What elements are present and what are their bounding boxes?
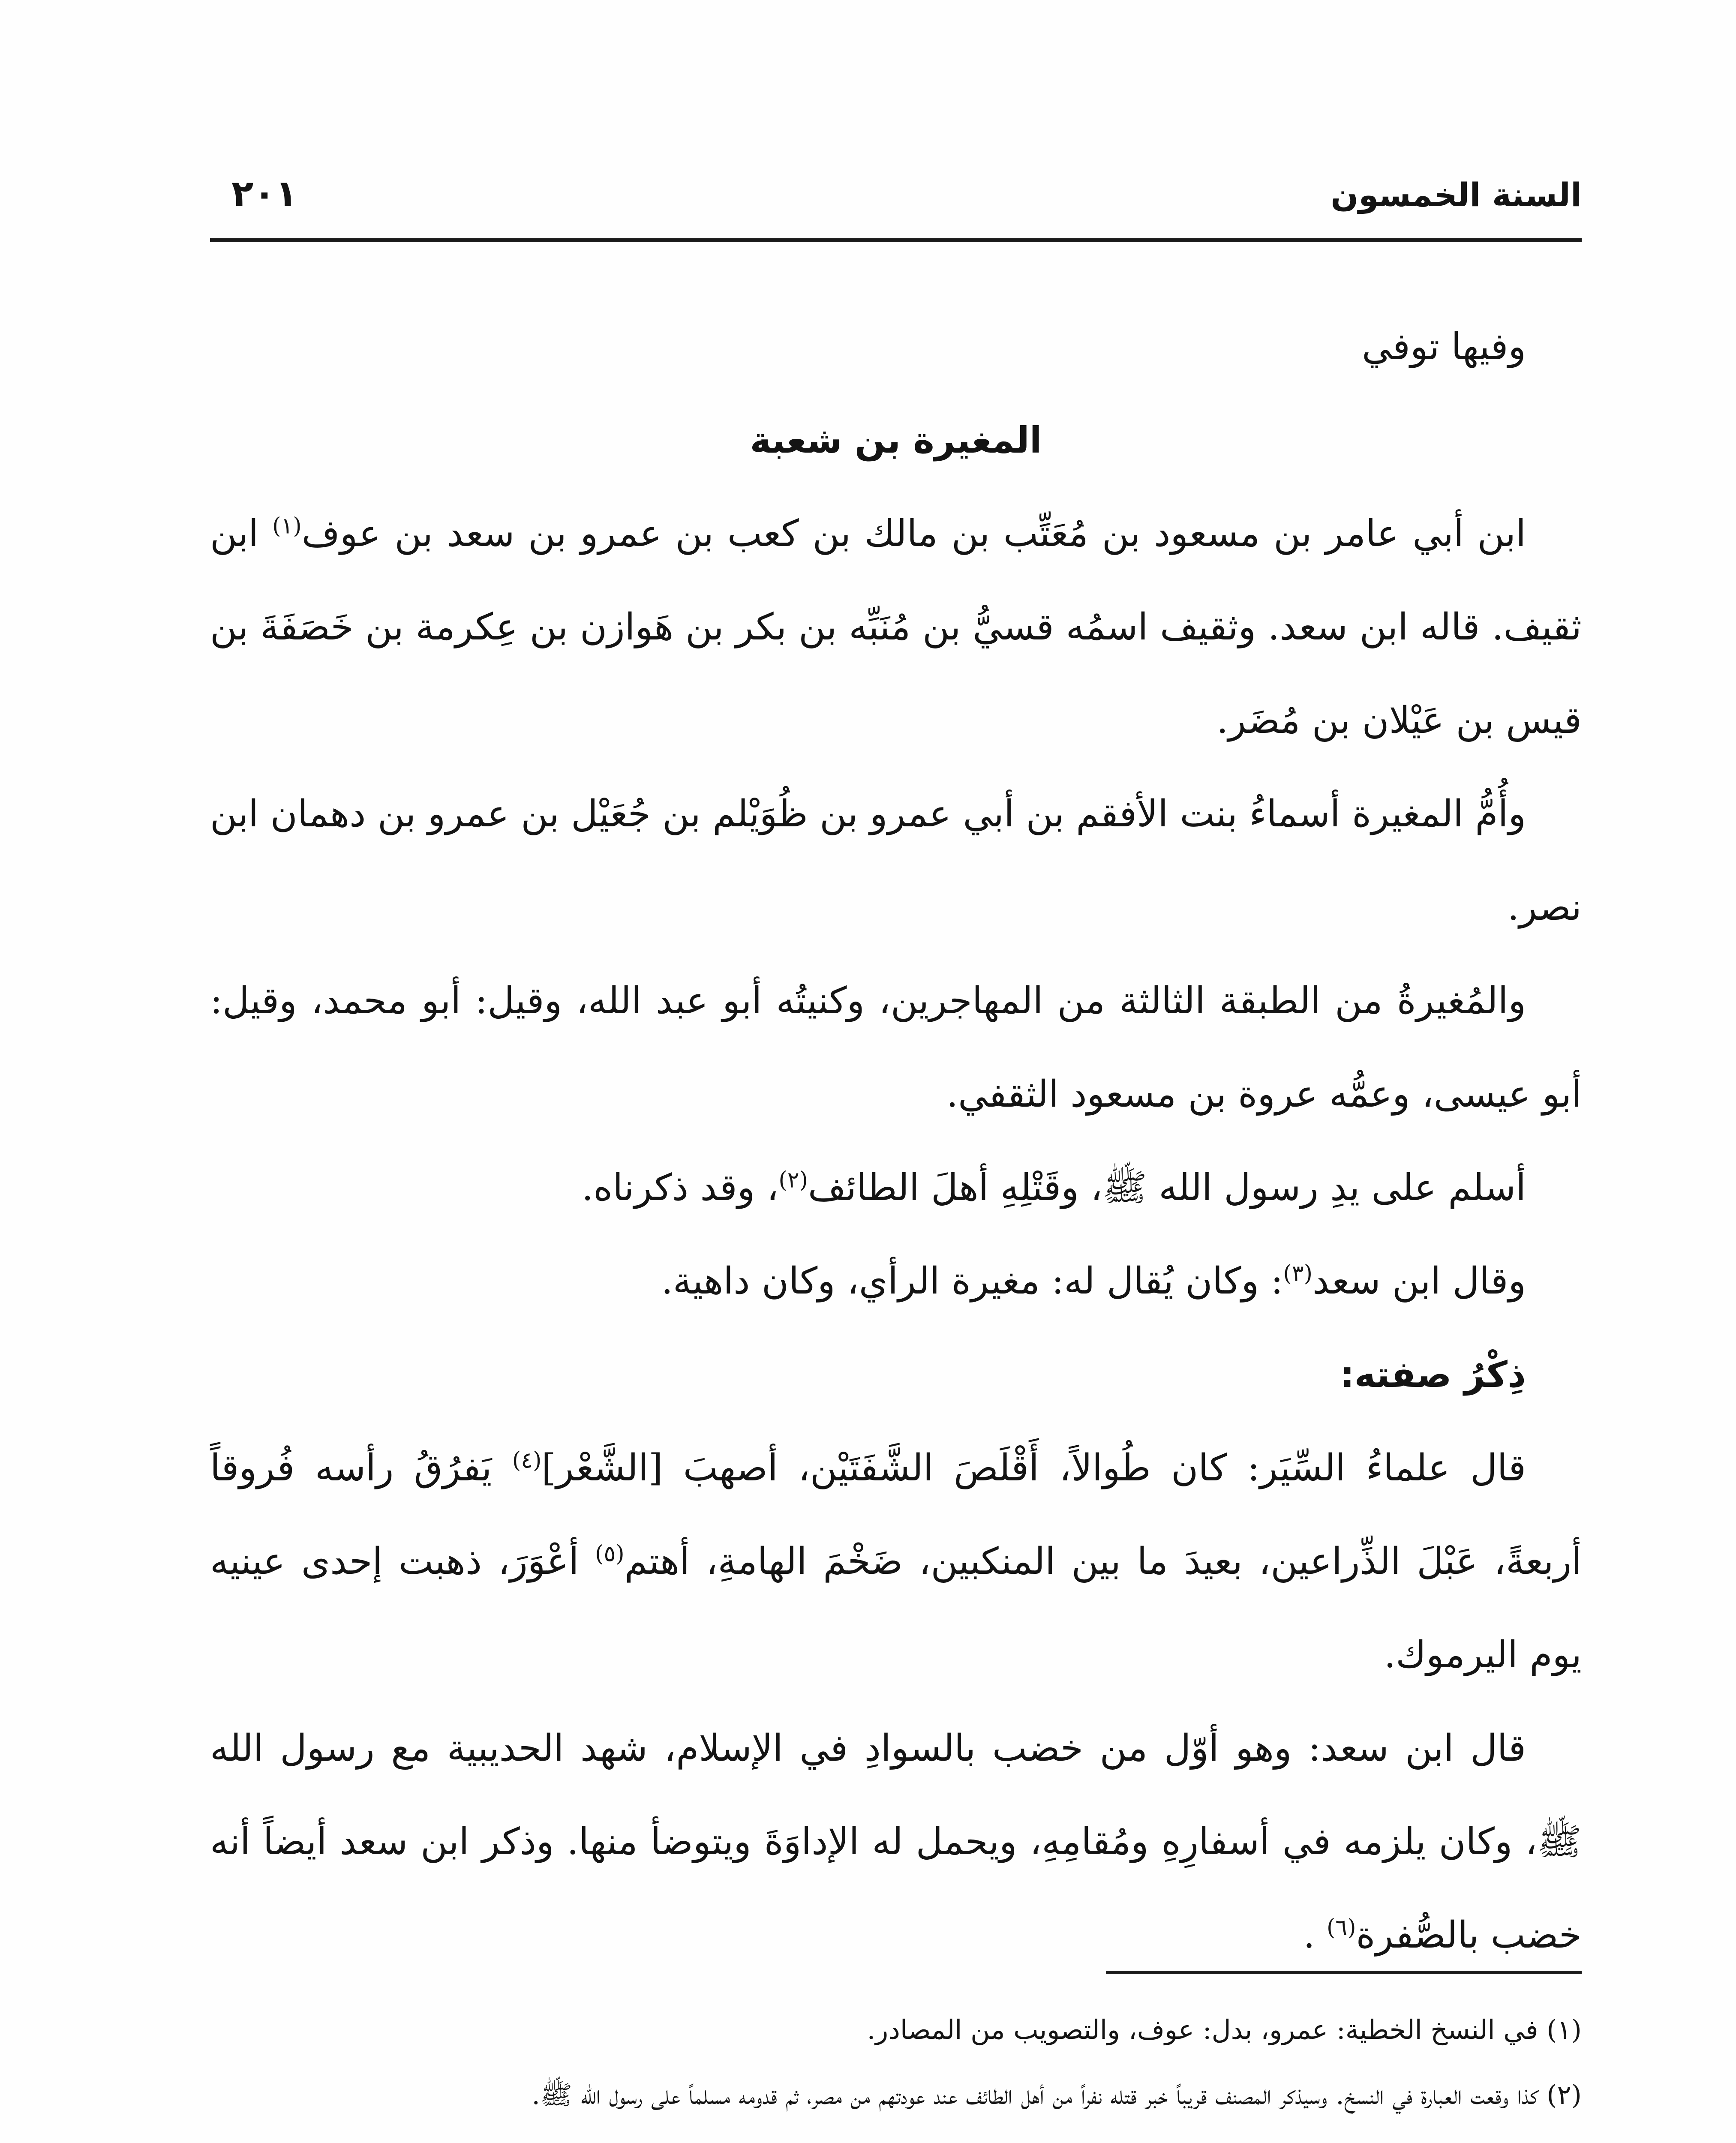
paragraph-lineage-text: ابن أبي عامر بن مسعود بن مُعَتِّب بن مالك بن كعب بن عمرو بن سعد بن عوف xyxy=(301,512,1526,555)
section-title: المغيرة بن شعبة xyxy=(750,419,1042,461)
footnote-ref-6: (٦) xyxy=(1327,1915,1356,1941)
paragraph-kunya: والمُغيرةُ من الطبقة الثالثة من المهاجرين، وكنيتُه أبو عبد الله، وقيل: أبو محمد، وقيل: أبو عيسى، وعمُّه عروة بن مسعود الثقفي. xyxy=(210,979,1582,1116)
paragraph-ibn-saad xyxy=(210,1234,1582,1328)
sub-heading-description: ذِكْرُ صفته: xyxy=(1340,1354,1526,1396)
paragraph-mother: وأُمُّ المغيرة أسماءُ بنت الأفقم بن أبي عمرو بن ظُوَيْلم بن جُعَيْل بن عمرو بن دهمان ابن نصر. xyxy=(210,792,1582,929)
footnote-ref-5: (٥) xyxy=(595,1541,625,1567)
paragraph-description-c: أعْوَرَ، ذهبت إحدى عينيه يوم اليرموك. xyxy=(210,1540,1582,1676)
footnote-1: (١) في النسخ الخطية: عمرو، بدل: عوف، والتصويب من المصادر. xyxy=(867,2014,1582,2045)
footnote-ref-2: (٢) xyxy=(778,1167,808,1193)
paragraph-description xyxy=(210,1421,1582,1702)
intro-line: وفيها توفي xyxy=(1362,325,1526,368)
paragraph-ibn-saad-text: وقال ابن سعد xyxy=(1313,1260,1526,1303)
footnote-ref-3: (٣) xyxy=(1283,1261,1313,1287)
footnote-ref-1: (١) xyxy=(272,513,302,539)
paragraph-lineage-cont: ابن ثقيف. قاله ابن سعد. وثقيف اسمُه قسيُّ بن مُنَبِّه بن بكر بن هَوازن بن عِكرمة بن خَصَفَةَ بن قيس بن عَيْلان بن مُضَر. xyxy=(210,512,1582,742)
paragraph-description-b: يَفرُقُ رأسه فُروقاً أربعةً، عَبْلَ الذِّراعين، بعيدَ ما بين المنكبين، ضَخْمَ الهامةِ، أهتم xyxy=(210,1447,1582,1583)
paragraph-conversion xyxy=(210,1141,1582,1234)
footnote-3 xyxy=(210,2128,1582,2143)
page-number: ٢٠١ xyxy=(231,172,297,214)
footnote-ref-4: (٤) xyxy=(512,1447,542,1474)
paragraph-conversion-end: ، وقد ذكرناه. xyxy=(581,1166,779,1209)
running-title: السنة الخمسون xyxy=(1331,176,1582,214)
paragraph-lineage xyxy=(210,487,1582,767)
paragraph-dye xyxy=(210,1702,1582,1982)
footnote-2: (٢) كذا وقعت العبارة في النسخ. وسيذكر المصنف قريباً خبر قتله نفراً من أهل الطائف عند عودتهم من مصر، ثم قدومه مسلماً على رسول الله ﷺ. xyxy=(532,2079,1582,2110)
paragraph-dye-text: قال ابن سعد: وهو أوّل من خضب بالسوادِ في الإسلام، شهد الحديبية مع رسول الله ﷺ، وكان يلزمه في أسفارِهِ ومُقامِهِ، ويحمل له الإداوَةَ ويتوضأ منها. وذكر ابن سعد أيضاً أنه خضب بالصُّفرة xyxy=(210,1727,1582,1957)
page-header xyxy=(210,172,1582,236)
footnote-rule xyxy=(1106,1971,1582,1974)
header-rule xyxy=(210,238,1582,242)
main-text xyxy=(210,300,1582,1982)
paragraph-description-a: قال علماءُ السِّيَر: كان طُوالاً، أَقْلَصَ الشَّفَتَيْن، أصهبَ [الشَّعْر] xyxy=(541,1447,1526,1489)
paragraph-dye-end: . xyxy=(1303,1914,1327,1957)
footnotes xyxy=(210,1997,1582,2143)
paragraph-conversion-text: أسلم على يدِ رسول الله ﷺ، وقَتْلِهِ أهلَ الطائف xyxy=(808,1166,1526,1209)
paragraph-ibn-saad-end: : وكان يُقال له: مغيرة الرأي، وكان داهية. xyxy=(661,1260,1283,1303)
